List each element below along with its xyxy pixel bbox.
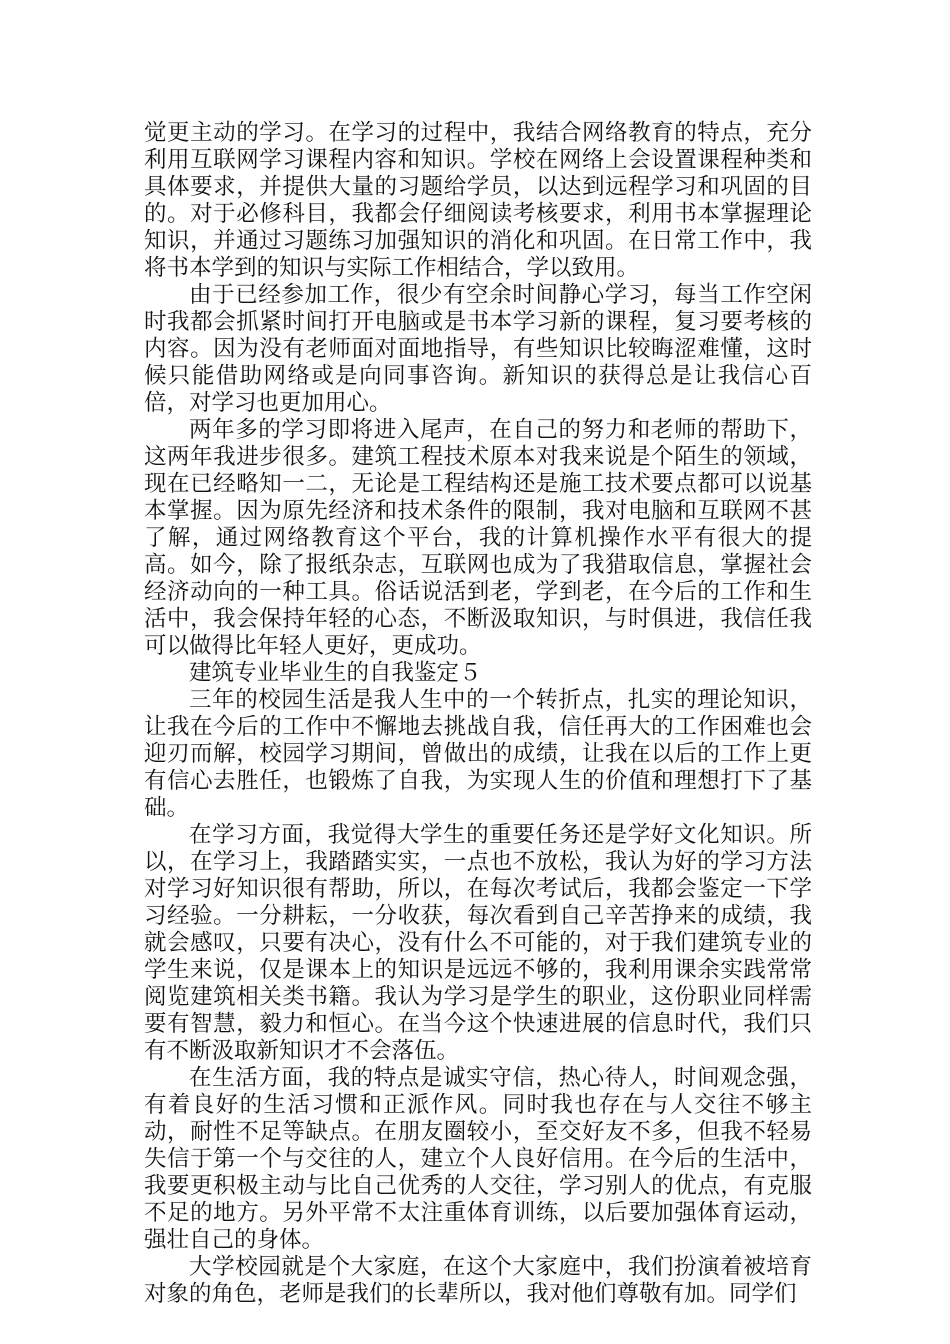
paragraph-campus-family: 大学校园就是个大家庭，在这个大家庭中，我们扮演着被培育对象的角色，老师是我们的长辈所以，我对他们尊敬有加。同学们: [144, 1254, 812, 1307]
paragraph-campus-life: 三年的校园生活是我人生中的一个转折点，扎实的理论知识，让我在今后的工作中不懈地去挑战自我，信任再大的工作困难也会迎刃而解，校园学习期间，曾做出的成绩，让我在以后的工作上更有信心去胜任，也锻炼了自我，为实现人生的价值和理想打下了基础。: [144, 687, 812, 821]
paragraph-life-aspect: 在生活方面，我的特点是诚实守信，热心待人，时间观念强，有着良好的生活习惯和正派作风。同时我也存在与人交往不够主动，耐性不足等缺点。在朋友圈较小，至交好友不多，但我不轻易失信于第一个与交往的人，建立个人良好信用。在今后的生活中，我要更积极主动与比自己优秀的人交往，学习别人的优点，有克服不足的地方。另外平常不太注重体育训练，以后要加强体育运动，强壮自己的身体。: [144, 1065, 812, 1253]
paragraph-study-time: 由于已经参加工作，很少有空余时间静心学习，每当工作空闲时我都会抓紧时间打开电脑或是书本学习新的课程，复习要考核的内容。因为没有老师面对面地指导，有些知识比较晦涩难懂，这时候只能借助网络或是向同事咨询。新知识的获得总是让我信心百倍，对学习也更加用心。: [144, 282, 812, 416]
paragraph-continuation: 觉更主动的学习。在学习的过程中，我结合网络教育的特点，充分利用互联网学习课程内容和知识。学校在网络上会设置课程种类和具体要求，并提供大量的习题给学员，以达到远程学习和巩固的目的。对于必修科目，我都会仔细阅读考核要求，利用书本掌握理论知识，并通过习题练习加强知识的消化和巩固。在日常工作中，我将书本学到的知识与实际工作相结合，学以致用。: [144, 120, 812, 281]
document-page: [144, 120, 812, 1308]
section-heading: 建筑专业毕业生的自我鉴定５: [189, 660, 482, 686]
paragraph-study-aspect: 在学习方面，我觉得大学生的重要任务还是学好文化知识。所以，在学习上，我踏踏实实，一点也不放松，我认为好的学习方法对学习好知识很有帮助，所以，在每次考试后，我都会鉴定一下学习经验。一分耕耘，一分收获，每次看到自己辛苦挣来的成绩，我就会感叹，只要有决心，没有什么不可能的，对于我们建筑专业的学生来说，仅是课本上的知识是远远不够的，我利用课余实践常常阅览建筑相关类书籍。我认为学习是学生的职业，这份职业同样需要有智慧，毅力和恒心。在当今这个快速进展的信息时代，我们只有不断汲取新知识才不会落伍。: [144, 822, 812, 1064]
paragraph-progress: 两年多的学习即将进入尾声，在自己的努力和老师的帮助下，这两年我进步很多。建筑工程技术原本对我来说是个陌生的领域，现在已经略知一二，无论是工程结构还是施工技术要点都可以说基本掌握。因为原先经济和技术条件的限制，我对电脑和互联网不甚了解，通过网络教育这个平台，我的计算机操作水平有很大的提高。如今，除了报纸杂志，互联网也成为了我猎取信息，掌握社会经济动向的一种工具。俗话说活到老，学到老，在今后的工作和生活中，我会保持年轻的心态，不断汲取知识，与时俱进，我信任我可以做得比年轻人更好，更成功。: [144, 417, 812, 659]
